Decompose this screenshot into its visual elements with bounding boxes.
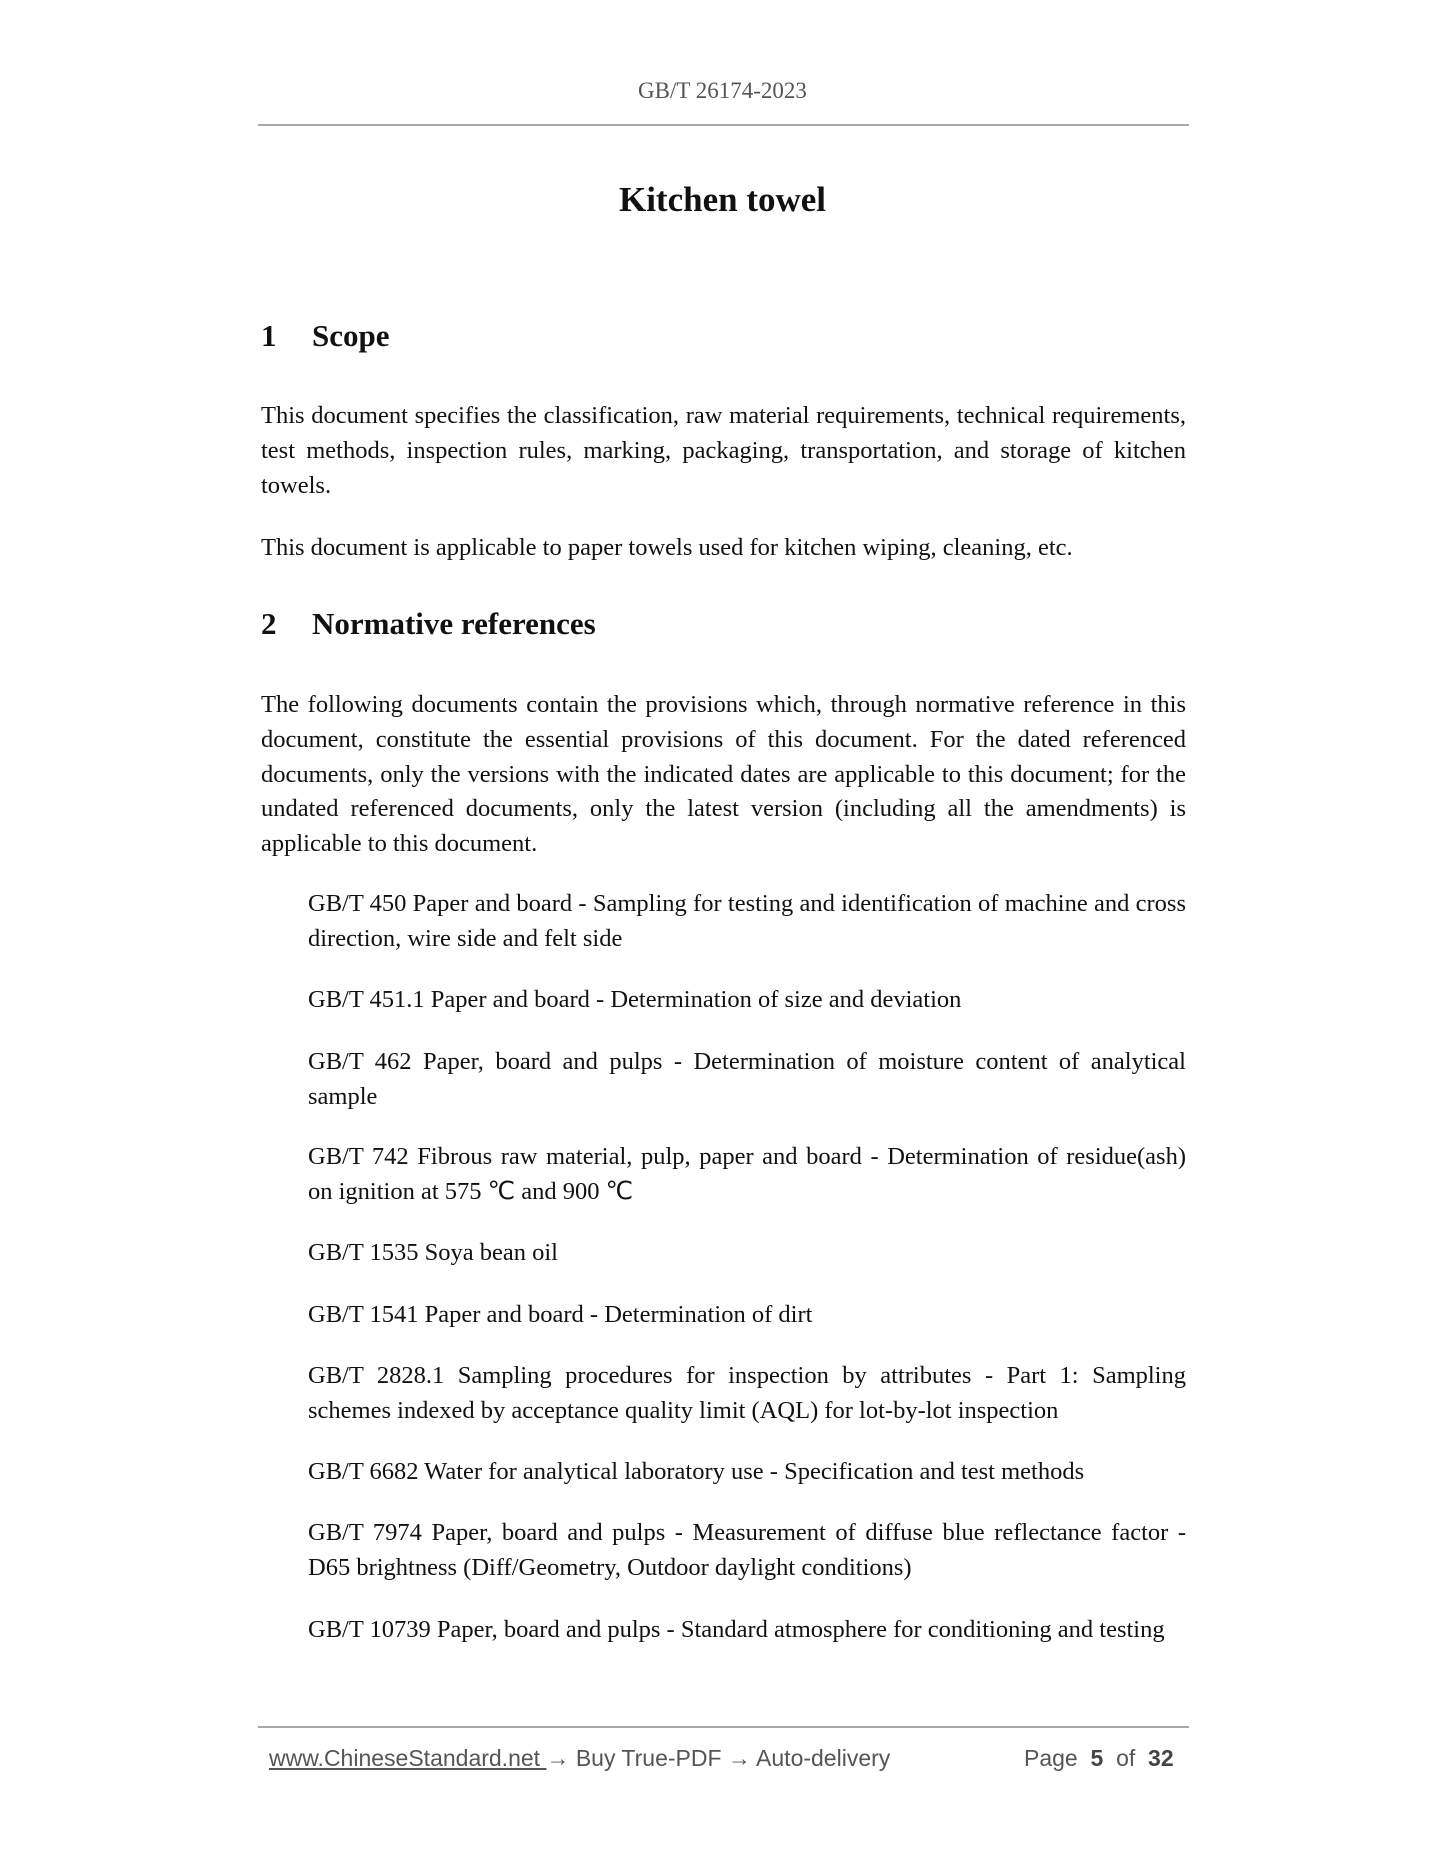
paragraph: This document specifies the classification, raw material requirements, technical requirements, test methods, inspection rules, marking, packaging, transportation, and storage of kitchen towels. bbox=[261, 402, 1186, 499]
section-heading-normative-references bbox=[261, 606, 596, 642]
header-divider bbox=[258, 124, 1189, 126]
reference-item: GB/T 742 Fibrous raw material, pulp, paper and board - Determination of residue(ash) on ignition at 575 ℃ and 900 ℃ bbox=[308, 1143, 1186, 1205]
reference-item: GB/T 450 Paper and board - Sampling for testing and identification of machine and cross direction, wire side and felt side bbox=[308, 890, 1186, 952]
reference-item: GB/T 6682 Water for analytical laboratory use - Specification and test methods bbox=[308, 1458, 1085, 1485]
footer-divider bbox=[258, 1726, 1189, 1728]
page-number bbox=[1024, 1745, 1174, 1772]
arrow-icon: → bbox=[727, 1745, 751, 1771]
document-title: Kitchen towel bbox=[618, 180, 827, 219]
paragraph: This document is applicable to paper towels used for kitchen wiping, cleaning, etc. bbox=[261, 534, 1073, 561]
reference-item: GB/T 10739 Paper, board and pulps - Standard atmosphere for conditioning and testing bbox=[308, 1616, 1165, 1643]
reference-item: GB/T 451.1 Paper and board - Determination of size and deviation bbox=[308, 986, 962, 1013]
footer-promo bbox=[269, 1745, 890, 1772]
current-page: 5 bbox=[1090, 1745, 1104, 1771]
section-title: Normative references bbox=[312, 606, 596, 641]
paragraph: The following documents contain the provisions which, through normative reference in this document, constitute the essential provisions of this document. For the dated referenced documents, only the versions with the indicated dates are applicable to this document; for the undated referenced documents, only the latest version (including all the amendments) is applicable to this document. bbox=[261, 691, 1186, 858]
of-label: of bbox=[1116, 1745, 1136, 1771]
section-title: Scope bbox=[312, 318, 390, 353]
delivery-text: Auto-delivery bbox=[750, 1745, 891, 1771]
reference-item: GB/T 2828.1 Sampling procedures for inspection by attributes - Part 1: Sampling schemes indexed by acceptance quality limit (AQL) for lot-by-lot inspection bbox=[308, 1362, 1186, 1424]
running-header: GB/T 26174-2023 bbox=[638, 78, 807, 103]
section-number: 2 bbox=[261, 606, 277, 641]
total-pages: 32 bbox=[1148, 1745, 1174, 1771]
reference-item: GB/T 462 Paper, board and pulps - Determination of moisture content of analytical sample bbox=[308, 1048, 1186, 1110]
page-label: Page bbox=[1024, 1745, 1078, 1771]
reference-item: GB/T 1535 Soya bean oil bbox=[308, 1239, 558, 1266]
section-heading-scope bbox=[261, 318, 390, 354]
website-link[interactable]: www.ChineseStandard.net bbox=[269, 1745, 547, 1771]
reference-item: GB/T 7974 Paper, board and pulps - Measurement of diffuse blue reflectance factor - D65 brightness (Diff/Geometry, Outdoor daylight conditions) bbox=[308, 1519, 1186, 1581]
section-number: 1 bbox=[261, 318, 277, 353]
arrow-icon: → bbox=[546, 1745, 570, 1771]
reference-item: GB/T 1541 Paper and board - Determination of dirt bbox=[308, 1301, 813, 1328]
buy-text: Buy True-PDF bbox=[569, 1745, 728, 1771]
